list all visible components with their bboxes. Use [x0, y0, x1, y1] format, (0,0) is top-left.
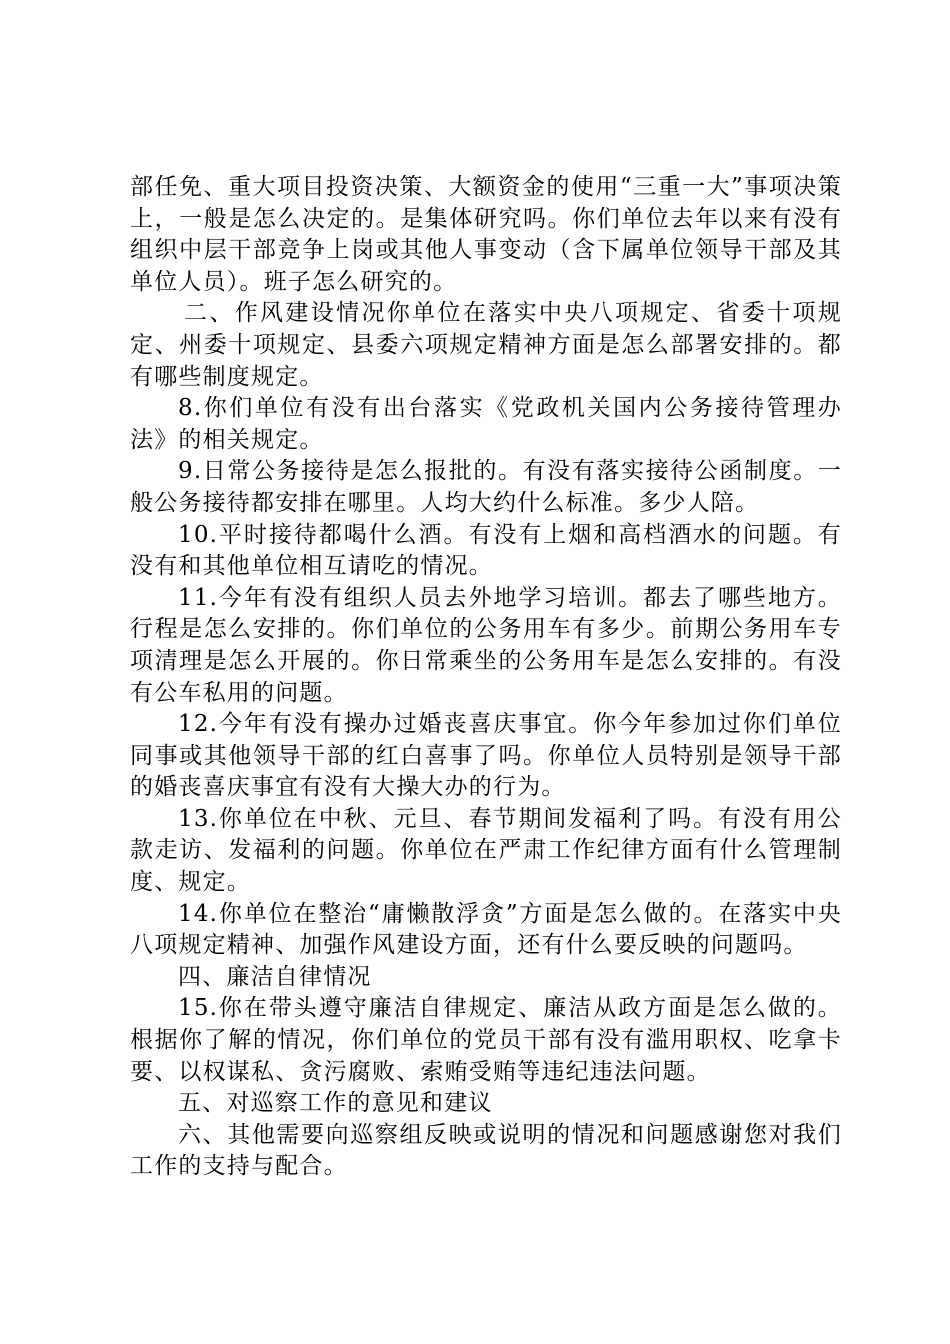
question-15: 15.你在带头遵守廉洁自律规定、廉洁从政方面是怎么做的。根据你了解的情况，你们单位的党员干部有没有滥用职权、吃拿卡要、以权谋私、贪污腐败、索贿受贿等违纪违法问题。 [130, 995, 842, 1085]
section-heading-integrity: 四、廉洁自律情况 [178, 963, 372, 990]
question-11: 11.今年有没有组织人员去外地学习培训。都去了哪些地方。行程是怎么安排的。你们单位的公务用车有多少。前期公务用车专项清理是怎么开展的。你日常乘坐的公务用车是怎么安排的。有没有公车私用的问题。 [130, 584, 842, 706]
question-13: 13.你单位在中秋、元旦、春节期间发福利了吗。有没有用公款走访、发福利的问题。你单位在严肃工作纪律方面有什么管理制度、规定。 [130, 805, 842, 896]
question-8: 8.你们单位有没有出台落实《党政机关国内公务接待管理办法》的相关规定。 [130, 395, 842, 453]
section-heading-suggestions: 五、对巡察工作的意见和建议 [178, 1090, 493, 1117]
section-heading-other: 六、其他需要向巡察组反映或说明的情况和问题感谢您对我们工作的支持与配合。 [130, 1121, 842, 1180]
question-9: 9.日常公务接待是怎么报批的。有没有落实接待公函制度。一般公务接待都安排在哪里。人均大约什么标准。多少人陪。 [130, 458, 842, 516]
question-12: 12.今年有没有操办过婚丧喜庆事宜。你今年参加过你们单位同事或其他领导干部的红白喜事了吗。你单位人员特别是领导干部的婚丧喜庆事宜有没有大操大办的行为。 [130, 711, 842, 801]
section-heading-work-style: 二、作风建设情况你单位在落实中央八项规定、省委十项规定、州委十项规定、县委六项规定精神方面是怎么部署安排的。都有哪些制度规定。 [130, 300, 842, 390]
question-14: 14.你单位在整治“庸懒散浮贪”方面是怎么做的。在落实中央八项规定精神、加强作风建设方面，还有什么要反映的问题吗。 [130, 900, 842, 959]
question-10: 10.平时接待都喝什么酒。有没有上烟和高档酒水的问题。有没有和其他单位相互请吃的情况。 [130, 521, 842, 580]
document-body [130, 172, 842, 1183]
paragraph-decision-making: 部任免、重大项目投资决策、大额资金的使用“三重一大”事项决策上，一般是怎么决定的。是集体研究吗。你们单位去年以来有没有组织中层干部竞争上岗或其他人事变动（含下属单位领导干部及其单位人员）。班子怎么研究的。 [130, 174, 842, 295]
